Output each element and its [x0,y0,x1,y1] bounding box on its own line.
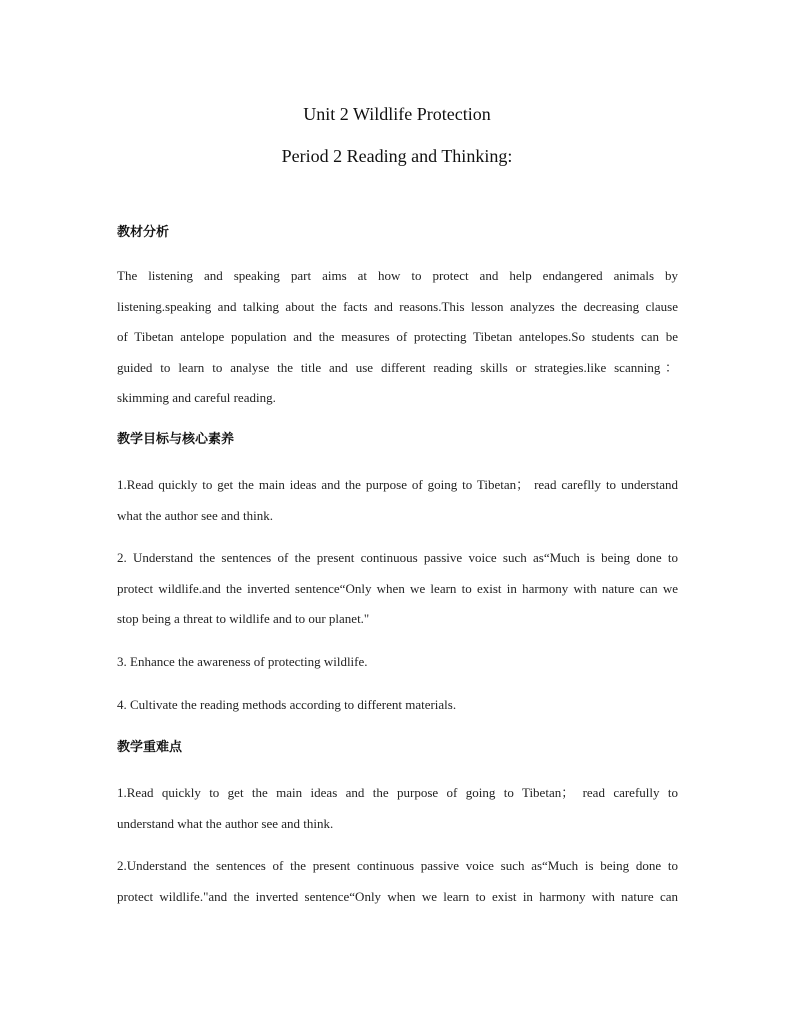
paragraph-line: stop being a threat to wildlife and to our planet." [117,611,370,627]
objective-item-3 [117,647,678,678]
section-heading-key-points: 教学重难点 [117,740,183,755]
paragraph-line: protect wildlife."and the inverted sentence“Only when we learn to exist in harmony with nature can [117,888,678,904]
paragraph-line: 2. Understand the sentences of the present continuous passive voice such as“Much is being done to [117,550,678,565]
key-point-item-2 [117,851,678,912]
objective-item-4 [117,690,678,721]
paragraph-line: 2.Understand the sentences of the present continuous passive voice such as“Much is being done to [117,858,678,873]
paragraph-line: skimming and careful reading. [117,390,276,406]
paragraph-line: 4. Cultivate the reading methods according to different materials. [117,697,457,712]
objective-item-2 [117,543,678,635]
paragraph-line: 1.Read quickly to get the main ideas and the purpose of going to Tibetan； read carefully to [117,785,678,800]
paragraph-line: 3. Enhance the awareness of protecting wildlife. [117,654,368,669]
key-point-item-1 [117,778,678,839]
paragraph-line: of Tibetan antelope population and the measures of protecting Tibetan antelopes.So students can be [117,329,678,345]
section-heading-objectives: 教学目标与核心素养 [117,432,235,447]
period-title: Period 2 Reading and Thinking: [281,146,513,166]
paragraph-line: listening.speaking and talking about the facts and reasons.This lesson analyzes the decreasing clause [117,298,678,314]
paragraph-line: guided to learn to analyse the title and use different reading skills or strategies.like scanning： [117,359,678,375]
paragraph-line: 1.Read quickly to get the main ideas and the purpose of going to Tibetan； read careflly to understand [117,477,678,492]
textbook-analysis-paragraph [117,261,678,414]
paragraph-line: what the author see and think. [117,507,273,523]
objective-item-1 [117,470,678,531]
paragraph-line: understand what the author see and think. [117,815,334,831]
paragraph-line: protect wildlife.and the inverted sentence“Only when we learn to exist in harmony with nature can we [117,580,678,596]
section-heading-textbook-analysis: 教材分析 [117,225,170,240]
paragraph-line: The listening and speaking part aims at how to protect and help endangered animals by [117,268,678,283]
unit-title: Unit 2 Wildlife Protection [303,104,491,124]
